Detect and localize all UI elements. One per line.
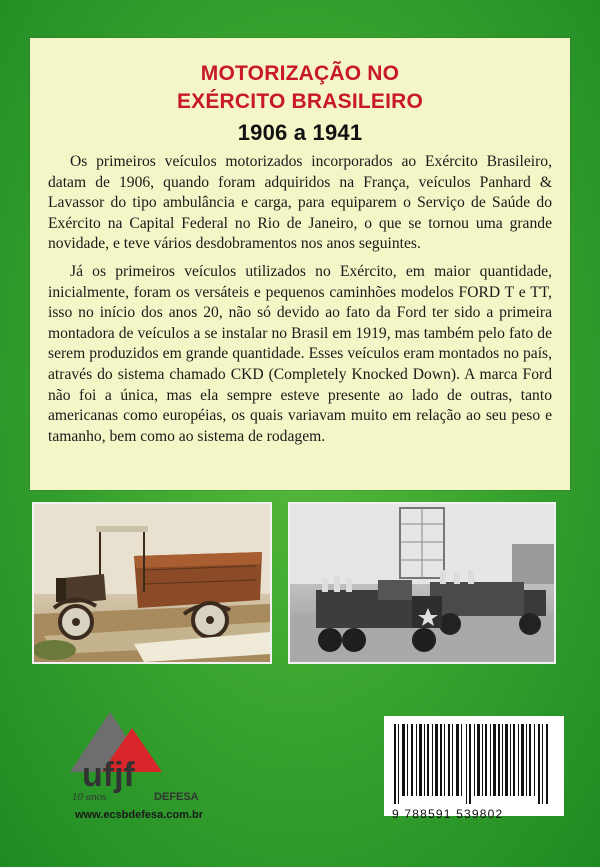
- title-line-2: EXÉRCITO BRASILEIRO: [176, 90, 424, 113]
- paragraph-2: Já os primeiros veículos utilizados no Exército, em maior quantidade, inicialmente, foram os versáteis e pequenos caminhões modelos FORD T e TT, isso no início dos anos 20, não só devido ao fato da Ford ter sido a primeira montadora de veículos a se instalar no Brasil em 1919, mas também pelo fato de serem produzidos em grande quantidade. Esses veículos eram montados no país, através do sistema chamado CKD (Completely Knocked Down). A marca Ford não foi a única, mas ela sempre esteve presente ao lado de outras, tanto americanas como européias, os quais variavam muito em relação ao seu peso e tamanho, bem como ao sistema de rodagem.: [48, 262, 552, 445]
- logo-brand: DEFESA: [154, 791, 199, 803]
- website-url[interactable]: www.ecsbdefesa.com.br: [75, 809, 203, 821]
- title-line-1: MOTORIZAÇÃO NO: [200, 62, 400, 85]
- army-trucks-historic-photo: [288, 502, 556, 664]
- barcode: [384, 716, 564, 816]
- title-years: 1906 a 1941: [237, 120, 363, 145]
- logo-anniversary: 10 anos: [72, 791, 107, 803]
- truck-model-illustration: [34, 504, 270, 662]
- barcode-bars: [384, 716, 564, 806]
- barcode-number: 9 788591 539802: [392, 807, 504, 821]
- body-text: [48, 152, 552, 454]
- army-trucks-illustration: [290, 504, 554, 662]
- paragraph-1: Os primeiros veículos motorizados incorporados ao Exército Brasileiro, datam de 1906, quando foram adquiridos na França, veículos Panhard & Lavassor do tipo ambulância e carga, para equiparem o Serviço de Saúde do Exército na Capital Federal no Rio de Janeiro, o que se tornou uma grande novidade, e teve vários desdobramentos nos anos seguintes.: [48, 153, 552, 253]
- ford-truck-model-photo: [32, 502, 272, 664]
- logo-letters: ufjf: [82, 756, 135, 794]
